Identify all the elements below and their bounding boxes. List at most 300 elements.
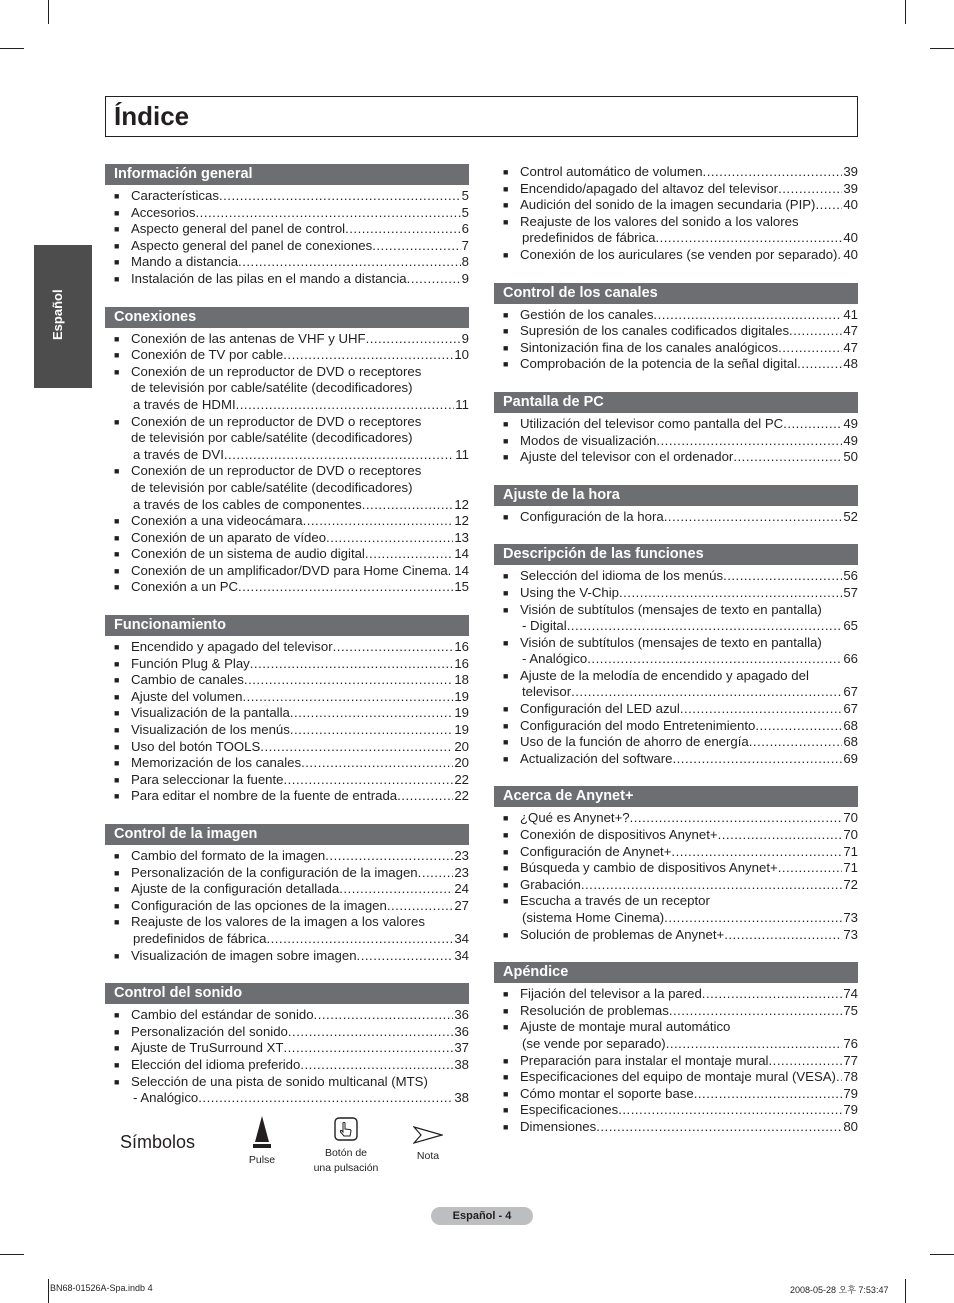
dot-leader (266, 931, 453, 948)
toc-entry-title: Sintonización fina de los canales analógicos (520, 339, 779, 355)
toc-entry (494, 197, 858, 214)
toc-page-number: 70 (843, 810, 858, 826)
toc-entry-title: Ajuste de TruSurround XT (131, 1040, 284, 1056)
toc-entry-title: Selección del idioma de los menús (520, 568, 724, 584)
bullet-icon: ■ (503, 737, 509, 748)
toc-entry (105, 1040, 469, 1057)
toc-entry (105, 865, 469, 882)
toc-page-number: 22 (454, 771, 469, 787)
toc-page-number: 11 (455, 446, 469, 462)
dot-leader (244, 672, 453, 689)
toc-page-number: 11 (455, 396, 469, 412)
toc-page-number: 72 (843, 876, 858, 892)
toc-entry-title: Conexión de TV por cable (131, 347, 284, 363)
toc-page-number: 56 (843, 568, 858, 584)
bullet-icon: ■ (114, 851, 120, 861)
toc-page-number: 71 (843, 860, 858, 876)
dot-leader (224, 447, 454, 464)
toc-entry (494, 877, 858, 894)
bullet-icon: ■ (114, 1076, 120, 1087)
dot-leader (198, 1090, 453, 1107)
toc-entry (494, 164, 858, 181)
bullet-icon: ■ (114, 642, 120, 653)
crop-mark (0, 48, 24, 49)
dot-leader (407, 271, 461, 288)
toc-page-number: 20 (454, 738, 469, 754)
toc-entry (105, 238, 469, 255)
bullet-icon: ■ (114, 950, 120, 961)
language-side-tab (34, 245, 92, 388)
toc-page-number: 76 (843, 1035, 858, 1051)
dot-leader (290, 705, 453, 722)
toc-page-number: 69 (843, 750, 858, 766)
toc-left-column (105, 164, 469, 1126)
toc-page-number: 49 (843, 432, 858, 448)
toc-page-number: 77 (843, 1052, 858, 1068)
toc-entry-title: - Digital (522, 618, 567, 634)
toc-entry (494, 1069, 858, 1086)
toc-entry (105, 788, 469, 805)
toc-entry-title: Modos de visualización (520, 432, 657, 448)
bullet-icon: ■ (503, 452, 509, 463)
toc-entry-line: Ajuste de montaje mural automático (520, 1019, 731, 1035)
section-heading: Acerca de Anynet+ (494, 786, 858, 807)
dot-leader (219, 188, 461, 205)
toc-entry (105, 331, 469, 348)
toc-entry-title: Accesorios (131, 204, 196, 220)
dot-leader (783, 416, 842, 433)
toc-entry (494, 1086, 858, 1103)
bullet-icon: ■ (114, 257, 120, 268)
dot-leader (325, 848, 453, 865)
dot-leader (301, 755, 453, 772)
pulse-label: Pulse (248, 1154, 276, 1166)
toc-entry-title: Utilización del televisor como pantalla del PC (520, 415, 784, 431)
toc-entry-title: Uso de la función de ahorro de energía (520, 734, 749, 750)
toc-entry (105, 188, 469, 205)
dot-leader (724, 927, 842, 944)
toc-entry-title: Gestión de los canales (520, 306, 654, 322)
toc-entry-title: Encendido y apagado del televisor (131, 639, 333, 655)
toc-entry-title: a través de DVI (133, 446, 224, 462)
bullet-icon: ■ (114, 333, 120, 344)
toc-section (494, 786, 858, 943)
button-label-line1: Botón de (324, 1147, 368, 1159)
dot-leader (365, 546, 453, 563)
toc-entry (494, 827, 858, 844)
bullet-icon: ■ (503, 929, 509, 940)
button-label-line2: una pulsación (313, 1162, 379, 1174)
toc-page-number: 9 (461, 330, 469, 346)
dot-leader (283, 1040, 453, 1057)
toc-page-number: 73 (843, 910, 858, 925)
bullet-icon: ■ (503, 846, 509, 857)
toc-entry (105, 221, 469, 238)
toc-entry (494, 416, 858, 433)
dot-leader (283, 772, 453, 789)
toc-page-number: 39 (843, 164, 858, 179)
section-heading: Ajuste de la hora (494, 485, 858, 506)
toc-page-number: 52 (843, 508, 858, 524)
toc-page-number: 10 (454, 347, 469, 363)
toc-entry-title: Cambio del estándar de sonido (131, 1007, 314, 1023)
bullet-icon: ■ (114, 741, 120, 752)
dot-leader (357, 948, 454, 965)
page-title: Índice (114, 101, 190, 131)
toc-section (105, 824, 469, 964)
toc-page-number: 40 (843, 246, 858, 262)
dot-leader (769, 1053, 843, 1070)
toc-entry-line: de televisión por cable/satélite (decodificadores) (131, 430, 413, 446)
toc-entry (494, 214, 858, 247)
toc-section (494, 544, 858, 767)
bullet-icon: ■ (503, 863, 509, 874)
toc-page-number: 80 (843, 1118, 858, 1134)
footer-timestamp: 2008-05-28 오후 7:53:47 (790, 1285, 889, 1295)
toc-entry-title: Visualización de la pantalla (131, 705, 290, 721)
toc-entry-title: (sistema Home Cinema) (522, 910, 665, 925)
toc-right-column (494, 164, 858, 1155)
dot-leader (733, 449, 842, 466)
toc-entry-line: Visión de subtítulos (mensajes de texto en pantalla) (520, 601, 822, 617)
bullet-icon: ■ (114, 273, 120, 284)
toc-entry-title: Audición del sonido de la imagen secundaria (PIP) (520, 197, 816, 213)
bullet-icon: ■ (114, 240, 120, 251)
section-heading: Control de los canales (494, 283, 858, 304)
section-heading: Control de la imagen (105, 824, 469, 845)
bullet-icon: ■ (114, 207, 120, 218)
toc-entry-title: Cambio del formato de la imagen (131, 848, 326, 863)
toc-entry-title: Supresión de los canales codificados digitales (520, 323, 790, 339)
toc-entry (105, 205, 469, 222)
toc-entry (494, 602, 858, 635)
toc-entry-title: Conexión de un sistema de audio digital (131, 546, 365, 562)
toc-entry (494, 568, 858, 585)
toc-entry-title: Dimensiones (520, 1118, 597, 1134)
bullet-icon: ■ (114, 675, 120, 686)
bullet-icon: ■ (503, 1005, 509, 1016)
bullet-icon: ■ (503, 1105, 509, 1116)
toc-entry-title: a través de HDMI (133, 396, 236, 412)
bullet-icon: ■ (503, 359, 509, 370)
toc-entry-title: Configuración de las opciones de la imagen (131, 897, 387, 913)
section-heading: Apéndice (494, 962, 858, 983)
toc-page-number: 9 (461, 270, 469, 286)
toc-entry (105, 1057, 469, 1074)
dot-leader (703, 164, 843, 181)
bullet-icon: ■ (114, 565, 120, 576)
toc-page-number: 27 (454, 897, 469, 913)
dot-leader (619, 585, 842, 602)
toc-entry-title: Using the V-Chip (520, 584, 619, 600)
toc-entry (494, 181, 858, 198)
bullet-icon: ■ (503, 604, 509, 615)
bullet-icon: ■ (503, 418, 509, 429)
toc-entry-line: Reajuste de los valores de la imagen a los valores (131, 914, 425, 930)
toc-entry-line: Conexión de un reproductor de DVD o receptores (131, 463, 422, 479)
dot-leader (196, 205, 461, 222)
bullet-icon: ■ (503, 1072, 509, 1083)
bullet-icon: ■ (503, 720, 509, 731)
toc-entry (105, 848, 469, 865)
toc-page-number: 47 (843, 339, 858, 355)
toc-page-number: 19 (454, 722, 469, 738)
bullet-icon: ■ (503, 637, 509, 648)
toc-entry-title: Conexión de las antenas de VHF y UHF (131, 330, 366, 346)
toc-page-number: 68 (843, 734, 858, 750)
dot-leader (778, 181, 842, 198)
note-symbol (408, 1126, 448, 1162)
toc-entry (494, 1102, 858, 1119)
toc-entry-title: Ajuste del televisor con el ordenador (520, 449, 734, 465)
toc-entry-title: - Analógico (522, 651, 588, 667)
toc-entry-title: Personalización de la configuración de la imagen (131, 864, 418, 880)
dot-leader (596, 1119, 842, 1136)
toc-entry-title: Personalización del sonido (131, 1023, 288, 1039)
dot-leader (702, 986, 843, 1003)
toc-section-continued (494, 164, 858, 264)
dot-leader (778, 340, 842, 357)
dot-leader (238, 254, 461, 271)
toc-page-number: 67 (843, 701, 858, 717)
bullet-icon: ■ (503, 167, 509, 177)
bullet-icon: ■ (503, 1088, 509, 1099)
toc-entry (105, 271, 469, 288)
dot-leader (630, 810, 843, 827)
toc-section (105, 615, 469, 805)
toc-page-number: 70 (843, 827, 858, 843)
dot-leader (655, 230, 842, 247)
toc-entry (105, 414, 469, 464)
crop-mark (930, 1254, 954, 1255)
dot-leader (236, 397, 455, 414)
toc-entry-title: Visualización de imagen sobre imagen (131, 947, 357, 963)
note-arrow-icon (413, 1126, 443, 1144)
toc-page-number: 6 (461, 221, 469, 237)
toc-entry-title: Preparación para instalar el montaje mural (520, 1052, 769, 1068)
toc-page-number: 13 (454, 529, 469, 545)
toc-page-number: 57 (843, 584, 858, 600)
toc-page-number: 75 (843, 1002, 858, 1018)
dot-leader (333, 639, 454, 656)
toc-entry-title: Especificaciones del equipo de montaje mural (VESA) (520, 1069, 836, 1085)
toc-entry-line: Conexión de un reproductor de DVD o receptores (131, 363, 422, 379)
bullet-icon: ■ (503, 1121, 509, 1132)
toc-entry (105, 1074, 469, 1107)
toc-page-number: 38 (454, 1090, 469, 1106)
toc-entry (105, 639, 469, 656)
toc-entry-line: Reajuste de los valores del sonido a los valores (520, 213, 799, 229)
bullet-icon: ■ (114, 1026, 120, 1037)
bullet-icon: ■ (114, 708, 120, 719)
toc-page-number: 19 (454, 705, 469, 721)
toc-entry (105, 530, 469, 547)
toc-page-number: 19 (454, 688, 469, 704)
toc-entry-title: Búsqueda y cambio de dispositivos Anynet+ (520, 860, 778, 876)
crop-mark (48, 1279, 49, 1303)
toc-entry-title: Ajuste del volumen (131, 688, 243, 704)
toc-entry (494, 323, 858, 340)
toc-entry-title: Resolución de problemas (520, 1002, 669, 1018)
bullet-icon: ■ (114, 658, 120, 669)
toc-entry (494, 860, 858, 877)
bullet-icon: ■ (503, 249, 509, 260)
toc-entry (494, 734, 858, 751)
bullet-icon: ■ (114, 549, 120, 560)
toc-page-number: 79 (843, 1102, 858, 1118)
dot-leader (326, 530, 453, 547)
bullet-icon: ■ (503, 309, 509, 320)
toc-page-number: 14 (454, 562, 469, 578)
toc-page-number: 40 (843, 197, 858, 213)
toc-entry-line: Conexión de un reproductor de DVD o receptores (131, 413, 422, 429)
dot-leader (618, 1102, 842, 1119)
toc-entry (105, 1024, 469, 1041)
dot-leader (581, 877, 842, 894)
toc-entry (494, 1019, 858, 1052)
bullet-icon: ■ (114, 1010, 120, 1021)
toc-entry (494, 509, 858, 526)
toc-entry-title: Visualización de los menús (131, 722, 290, 738)
section-heading: Conexiones (105, 307, 469, 328)
toc-entry-title: Conexión de un amplificador/DVD para Home Cinema (131, 562, 448, 578)
button-symbol (306, 1117, 386, 1174)
bullet-icon: ■ (503, 200, 509, 211)
note-label: Nota (416, 1150, 440, 1162)
toc-section (105, 164, 469, 288)
toc-entry (494, 1053, 858, 1070)
dot-leader (723, 568, 842, 585)
dot-leader (666, 1036, 843, 1053)
toc-entry (494, 668, 858, 701)
toc-entry-title: Control automático de volumen (520, 164, 703, 179)
dot-leader (749, 734, 843, 751)
pulse-symbol (242, 1116, 282, 1166)
bullet-icon: ■ (114, 366, 120, 377)
toc-page-number: 39 (843, 180, 858, 196)
toc-page-number: 48 (843, 356, 858, 372)
toc-page-number: 40 (843, 230, 858, 246)
section-heading: Control del sonido (105, 983, 469, 1004)
toc-entry (105, 914, 469, 947)
bullet-icon: ■ (114, 917, 120, 928)
toc-page-number: 15 (454, 579, 469, 595)
dot-leader (653, 307, 842, 324)
toc-page-number: 8 (461, 254, 469, 270)
toc-page-number: 73 (843, 926, 858, 942)
toc-entry-title: Cómo montar el soporte base (520, 1085, 694, 1101)
dot-leader (797, 356, 842, 373)
toc-entry (494, 1003, 858, 1020)
toc-page-number: 34 (454, 930, 469, 946)
toc-page-number: 24 (454, 881, 469, 897)
dot-leader (755, 718, 842, 735)
dot-leader (288, 1024, 453, 1041)
toc-entry (105, 705, 469, 722)
toc-section (494, 962, 858, 1135)
toc-page-number: 49 (843, 415, 858, 431)
section-heading: Funcionamiento (105, 615, 469, 636)
toc-entry-title: Configuración del LED azul (520, 701, 680, 717)
bullet-icon: ■ (114, 466, 120, 477)
bullet-icon: ■ (114, 867, 120, 878)
toc-entry-title: a través de los cables de componentes (133, 496, 362, 512)
toc-section (105, 983, 469, 1107)
dot-leader (242, 689, 453, 706)
footer-file-info: BN68-01526A-Spa.indb 4 (50, 1283, 153, 1293)
dot-leader (587, 651, 842, 668)
bullet-icon: ■ (114, 1059, 120, 1070)
bullet-icon: ■ (114, 1043, 120, 1054)
toc-entry (105, 364, 469, 414)
bullet-icon: ■ (114, 725, 120, 736)
bullet-icon: ■ (503, 813, 509, 824)
toc-entry-title: Conexión de los auriculares (se venden por separado) (520, 246, 838, 262)
bullet-icon: ■ (114, 900, 120, 911)
toc-page-number: 22 (454, 788, 469, 804)
crop-mark (905, 1279, 906, 1303)
toc-entry (105, 739, 469, 756)
toc-page-number: 38 (454, 1056, 469, 1072)
toc-entry-line: Visión de subtítulos (mensajes de texto en pantalla) (520, 634, 822, 650)
bullet-icon: ■ (503, 216, 509, 227)
toc-page-number: 37 (454, 1040, 469, 1056)
bullet-icon: ■ (114, 582, 120, 593)
dot-leader (789, 323, 842, 340)
toc-entry (105, 772, 469, 789)
toc-entry-title: Aspecto general del panel de conexiones (131, 237, 373, 253)
dot-leader (656, 433, 842, 450)
toc-entry (494, 1119, 858, 1136)
toc-entry-title: Elección del idioma preferido (131, 1056, 301, 1072)
toc-entry-title: Conexión a un PC (131, 579, 239, 595)
dot-leader (718, 827, 843, 844)
bullet-icon: ■ (503, 183, 509, 194)
dot-leader (362, 497, 454, 514)
toc-entry (105, 513, 469, 530)
bullet-icon: ■ (503, 753, 509, 764)
crop-mark (48, 0, 49, 24)
dot-leader (397, 788, 453, 805)
toc-entry-title: televisor (522, 684, 572, 700)
dot-leader (664, 910, 842, 927)
toc-entry-title: Especificaciones (520, 1102, 619, 1118)
toc-page-number: 7 (461, 237, 469, 253)
toc-entry-title: Comprobación de la potencia de la señal digital (520, 356, 798, 372)
toc-page-number: 65 (843, 618, 858, 634)
toc-entry-title: Función Plug & Play (131, 655, 250, 671)
toc-entry (105, 672, 469, 689)
one-touch-button-icon (334, 1117, 358, 1141)
toc-entry-title: (se vende por separado) (522, 1035, 666, 1051)
crop-mark (905, 0, 906, 24)
toc-page-number: 79 (843, 1085, 858, 1101)
toc-entry-title: Actualización del software (520, 750, 673, 766)
symbols-label: Símbolos (120, 1132, 196, 1152)
toc-entry-title: Conexión de dispositivos Anynet+ (520, 827, 718, 843)
toc-entry-title: Configuración del modo Entretenimiento (520, 717, 756, 733)
toc-entry (105, 347, 469, 364)
toc-entry-line: Selección de una pista de sonido multicanal (MTS) (131, 1073, 428, 1089)
section-heading: Descripción de las funciones (494, 544, 858, 565)
toc-page-number: 36 (454, 1007, 469, 1023)
toc-entry (105, 722, 469, 739)
toc-page-number: 16 (454, 639, 469, 655)
dot-leader (250, 656, 454, 673)
toc-entry (105, 898, 469, 915)
toc-entry (494, 585, 858, 602)
toc-page-number: 41 (843, 306, 858, 322)
